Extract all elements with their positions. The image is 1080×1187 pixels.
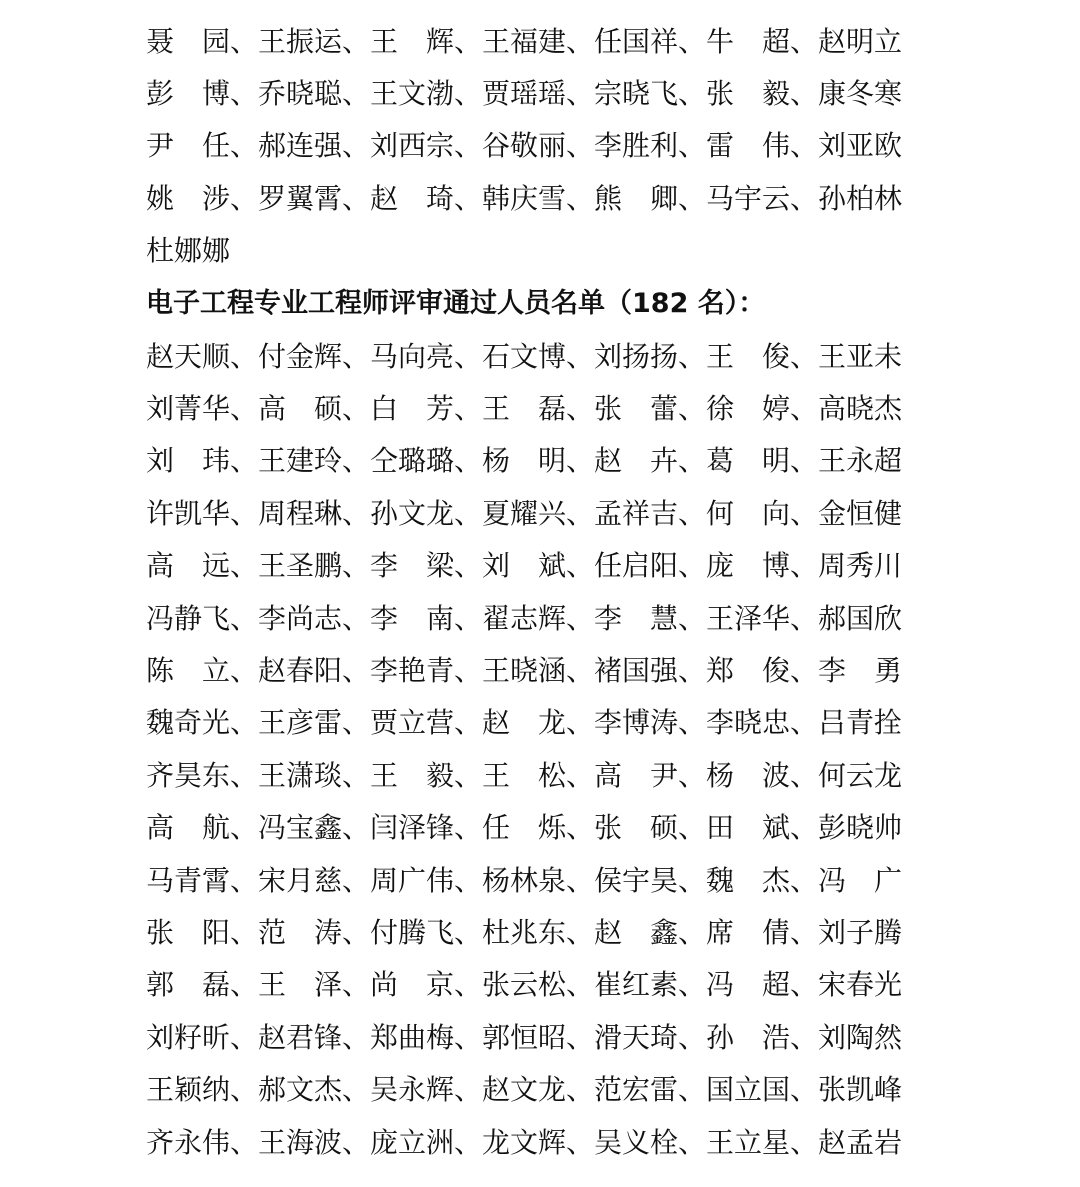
name-list-line: 郭 磊、王 泽、尚 京、张云松、崔红素、冯 超、宋春光 [146, 968, 903, 1001]
name-list-line: 王颖纳、郝文杰、吴永辉、赵文龙、范宏雷、国立国、张凯峰 [146, 1073, 903, 1106]
name-list-line: 彭 博、乔晓聪、王文渤、贾瑶瑶、宗晓飞、张 毅、康冬寒 [146, 77, 903, 110]
name-list-line: 姚 涉、罗翼霄、赵 琦、韩庆雪、熊 卿、马宇云、孙柏林 [146, 182, 903, 215]
name-list-line: 高 远、王圣鹏、李 梁、刘 斌、任启阳、庞 博、周秀川 [146, 549, 903, 582]
name-list-line: 齐永伟、王海波、庞立洲、龙文辉、吴义栓、王立星、赵孟岩 [146, 1126, 903, 1159]
name-list-line: 许凯华、周程琳、孙文龙、夏耀兴、孟祥吉、何 向、金恒健 [146, 497, 903, 530]
name-list-line: 陈 立、赵春阳、李艳青、王晓涵、褚国强、郑 俊、李 勇 [146, 654, 903, 687]
name-list-line: 高 航、冯宝鑫、闫泽锋、任 烁、张 硕、田 斌、彭晓帅 [146, 811, 903, 844]
name-list-line: 刘籽昕、赵君锋、郑曲梅、郭恒昭、滑天琦、孙 浩、刘陶然 [146, 1021, 903, 1054]
section-heading: 电子工程专业工程师评审通过人员名单（182 名）： [146, 288, 766, 319]
name-list-line: 魏奇光、王彦雷、贾立营、赵 龙、李博涛、李晓忠、吕青拴 [146, 706, 903, 739]
name-list-line: 张 阳、范 涛、付腾飞、杜兆东、赵 鑫、席 倩、刘子腾 [146, 916, 903, 949]
name-list-line: 齐昊东、王潇琰、王 毅、王 松、高 尹、杨 波、何云龙 [146, 759, 903, 792]
name-list-line: 聂 园、王振运、王 辉、王福建、任国祥、牛 超、赵明立 [146, 25, 903, 58]
name-list-line: 杜娜娜 [146, 234, 231, 267]
name-list-line: 刘 玮、王建玲、仝璐璐、杨 明、赵 卉、葛 明、王永超 [146, 444, 903, 477]
name-list-line: 赵天顺、付金辉、马向亮、石文博、刘扬扬、王 俊、王亚未 [146, 340, 903, 373]
name-list-line: 刘菁华、高 硕、白 芳、王 磊、张 蕾、徐 婷、高晓杰 [146, 392, 903, 425]
name-list-line: 尹 任、郝连强、刘西宗、谷敬丽、李胜利、雷 伟、刘亚欧 [146, 129, 903, 162]
name-list-line: 冯静飞、李尚志、李 南、翟志辉、李 慧、王泽华、郝国欣 [146, 602, 903, 635]
name-list-line: 马青霄、宋月慈、周广伟、杨林泉、侯宇昊、魏 杰、冯 广 [146, 864, 903, 897]
